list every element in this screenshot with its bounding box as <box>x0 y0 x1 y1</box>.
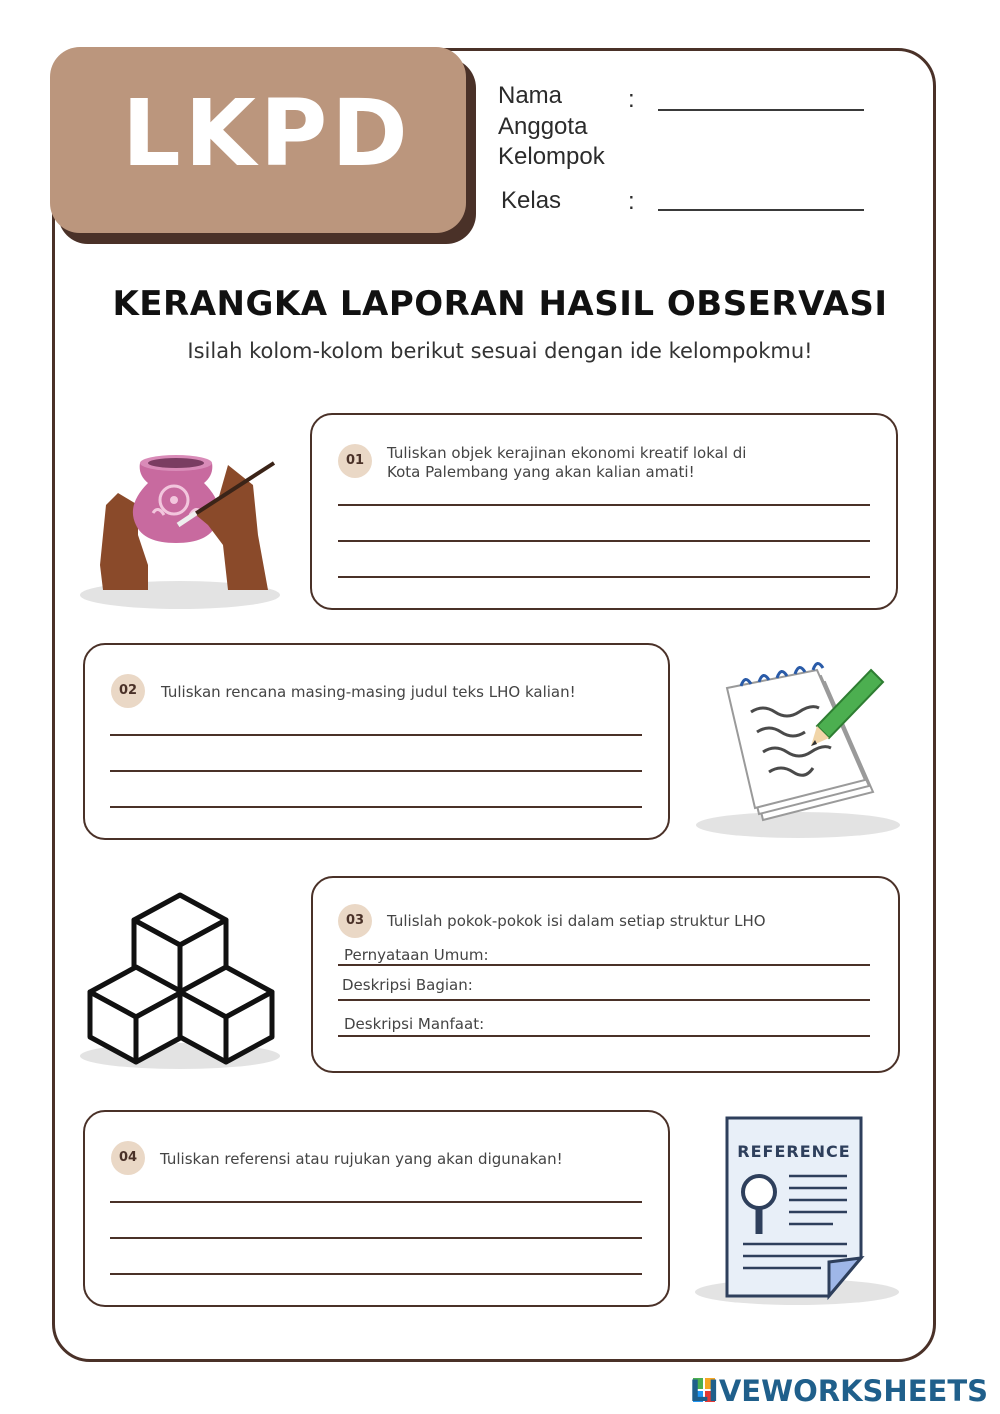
anggota-label: Anggota <box>498 113 588 140</box>
kelas-input-line[interactable] <box>658 209 864 211</box>
section-01-answer-line[interactable] <box>338 504 870 506</box>
reference-document-icon <box>693 1112 903 1312</box>
pernyataan-umum-line[interactable] <box>338 964 870 966</box>
page-title: KERANGKA LAPORAN HASIL OBSERVASI <box>112 284 888 324</box>
section-01-answer-line[interactable] <box>338 540 870 542</box>
section-02-card <box>83 643 670 840</box>
deskripsi-bagian-label: Deskripsi Bagian: <box>342 976 473 994</box>
deskripsi-manfaat-line[interactable] <box>338 1035 870 1037</box>
section-02-badge: 02 <box>111 674 145 708</box>
reference-icon-label: REFERENCE <box>737 1142 851 1161</box>
section-01-question-line2: Kota Palembang yang akan kalian amati! <box>387 463 695 481</box>
stacked-cubes-icon <box>80 890 290 1075</box>
kelompok-label: Kelompok <box>498 143 605 170</box>
notepad-pencil-icon <box>693 660 903 845</box>
section-03-card <box>311 876 900 1073</box>
section-03-question: Tulislah pokok-pokok isi dalam setiap struktur LHO <box>387 912 766 930</box>
section-02-answer-line[interactable] <box>110 770 642 772</box>
section-04-answer-line[interactable] <box>110 1237 642 1239</box>
section-01-answer-line[interactable] <box>338 576 870 578</box>
nama-label: Nama <box>498 82 563 109</box>
section-02-answer-line[interactable] <box>110 734 642 736</box>
section-04-answer-line[interactable] <box>110 1273 642 1275</box>
section-04-card <box>83 1110 670 1307</box>
page-subtitle: Isilah kolom-kolom berikut sesuai dengan ide kelompokmu! <box>187 339 813 363</box>
nama-colon: : <box>628 86 635 113</box>
section-02-question: Tuliskan rencana masing-masing judul teks LHO kalian! <box>161 683 576 701</box>
section-01-badge: 01 <box>338 444 372 478</box>
section-01-card <box>310 413 898 610</box>
deskripsi-bagian-line[interactable] <box>338 999 870 1001</box>
liveworksheets-brand[interactable]: LIVEWORKSHEETS <box>689 1374 988 1408</box>
kelas-label: Kelas <box>501 187 562 214</box>
section-04-badge: 04 <box>111 1141 145 1175</box>
lkpd-title: LKPD <box>122 80 412 187</box>
nama-input-line[interactable] <box>658 109 864 111</box>
section-03-badge: 03 <box>338 904 372 938</box>
kelas-colon: : <box>628 188 635 215</box>
section-04-question: Tuliskan referensi atau rujukan yang akan digunakan! <box>160 1150 563 1168</box>
pernyataan-umum-label: Pernyataan Umum: <box>344 946 489 964</box>
section-02-answer-line[interactable] <box>110 806 642 808</box>
pottery-painting-icon <box>78 445 288 615</box>
deskripsi-manfaat-label: Deskripsi Manfaat: <box>344 1015 485 1033</box>
section-04-answer-line[interactable] <box>110 1201 642 1203</box>
section-01-question-line1: Tuliskan objek kerajinan ekonomi kreatif lokal di <box>387 444 747 462</box>
